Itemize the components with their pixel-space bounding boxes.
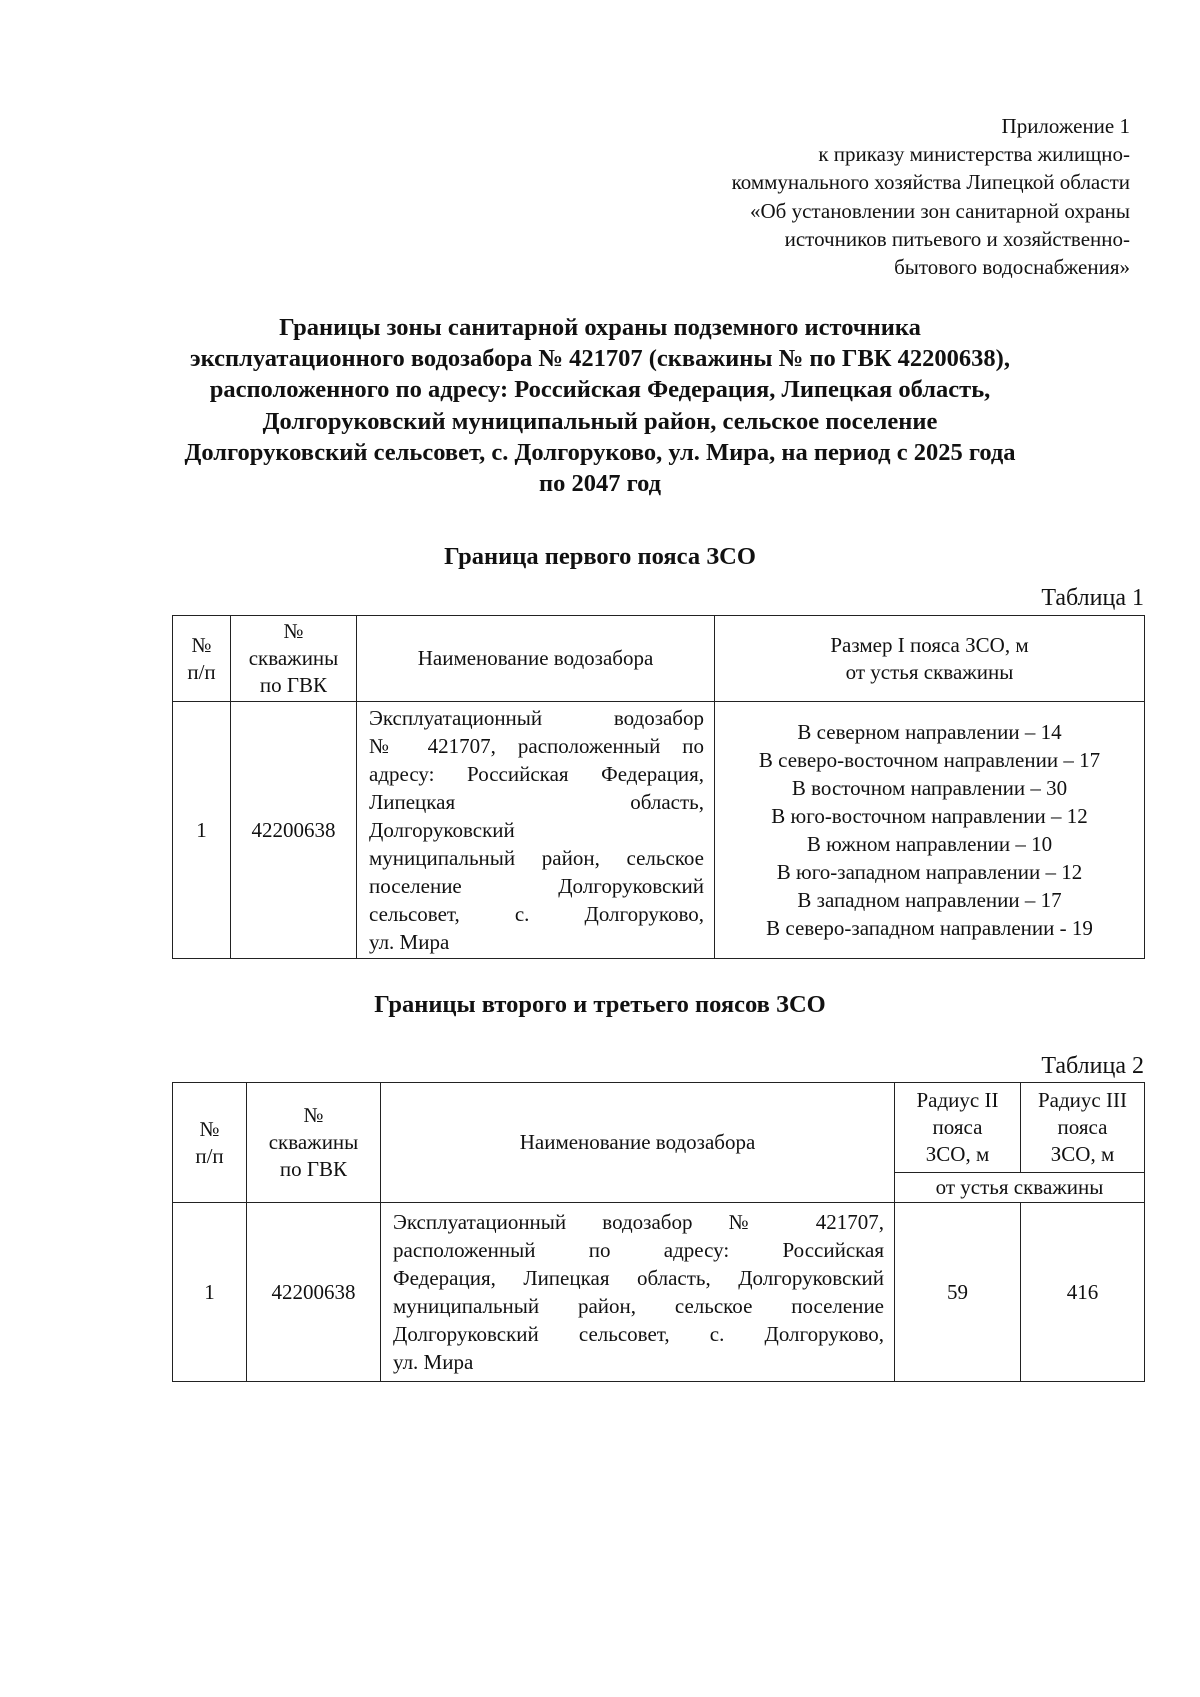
header-radius-2 [895, 1083, 1021, 1173]
header-r3-line: Радиус III [1038, 1088, 1127, 1112]
title-line: расположенного по адресу: Российская Федерация, Липецкая область, [209, 376, 991, 404]
appendix-line: бытового водоснабжения» [894, 255, 1130, 280]
header-well-line: скважины [268, 1130, 359, 1154]
header-num [173, 616, 231, 702]
name-line: Долгоруковский [369, 818, 515, 842]
appendix-note [530, 112, 1130, 281]
cell-radius-3: 416 [1021, 1203, 1145, 1382]
table-first-belt [172, 615, 1145, 959]
name-line: муниципальный район, сельское поселение [393, 1294, 884, 1318]
header-radius-3 [1021, 1083, 1145, 1173]
appendix-line: Приложение 1 [1001, 114, 1130, 138]
table2-caption: Таблица 2 [1041, 1053, 1144, 1079]
header-from-wellhead: от устья скважины [895, 1173, 1145, 1203]
header-well-line: № [303, 1103, 324, 1127]
direction-item: В южном направлении – 10 [806, 832, 1053, 856]
title-line: эксплуатационного водозабора № 421707 (скважины № по ГВК 42200638), [190, 345, 1010, 373]
name-line: Липецкая область, [369, 790, 704, 814]
table2-header-row [173, 1083, 1145, 1173]
cell-num: 1 [173, 1203, 247, 1382]
header-name: Наименование водозабора [381, 1083, 895, 1203]
header-num-line: № [191, 632, 212, 657]
appendix-line: «Об установлении зон санитарной охраны [750, 198, 1130, 223]
cell-well: 42200638 [247, 1203, 381, 1382]
name-line: ул. Мира [369, 930, 450, 954]
header-r2-line: Радиус II [916, 1088, 999, 1112]
header-well-line: № [283, 619, 304, 643]
title-line: Долгоруковский муниципальный район, сельское поселение [262, 407, 938, 435]
table1-caption: Таблица 1 [1041, 585, 1144, 611]
header-size [715, 616, 1145, 702]
cell-name [357, 702, 715, 959]
header-r2-line: пояса [932, 1115, 983, 1139]
cell-well: 42200638 [231, 702, 357, 959]
appendix-line: коммунального хозяйства Липецкой области [731, 170, 1130, 195]
table-second-third-belts [172, 1082, 1145, 1382]
header-num-line: № [199, 1116, 220, 1141]
header-well-line: скважины [248, 646, 339, 670]
table-row [173, 702, 1145, 959]
title-line: Долгоруковский сельсовет, с. Долгоруково, ул. Мира, на период с 2025 года [184, 438, 1016, 466]
direction-item: В западном направлении – 17 [797, 888, 1062, 912]
header-num-line: п/п [187, 659, 216, 684]
name-line: Эксплуатационный водозабор [369, 706, 704, 730]
direction-item: В восточном направлении – 30 [791, 776, 1068, 800]
header-r3-line: пояса [1057, 1115, 1108, 1139]
table-row [173, 1203, 1145, 1382]
header-num-line: п/п [195, 1143, 224, 1168]
header-r3-line: ЗСО, м [1050, 1142, 1115, 1166]
cell-num: 1 [173, 702, 231, 959]
header-name: Наименование водозабора [357, 616, 715, 702]
name-line: поселение Долгоруковский [369, 874, 704, 898]
cell-radius-2: 59 [895, 1203, 1021, 1382]
direction-item: В северо-западном направлении - 19 [766, 916, 1093, 940]
header-well-line: по ГВК [279, 1157, 348, 1181]
section2-title: Границы второго и третьего поясов ЗСО [374, 991, 826, 1018]
name-line: Эксплуатационный водозабор № 421707, [393, 1210, 884, 1234]
header-well [247, 1083, 381, 1203]
title-line: по 2047 год [538, 470, 662, 498]
table1-header-row [173, 616, 1145, 702]
direction-item: В юго-западном направлении – 12 [776, 860, 1083, 884]
direction-item: В юго-восточном направлении – 12 [771, 804, 1088, 828]
appendix-line: к приказу министерства жилищно- [818, 142, 1130, 167]
header-r2-line: ЗСО, м [925, 1142, 990, 1166]
title-line: Границы зоны санитарной охраны подземного источника [279, 314, 921, 341]
appendix-line: источников питьевого и хозяйственно- [784, 226, 1130, 251]
cell-name [381, 1203, 895, 1382]
name-line: ул. Мира [393, 1350, 474, 1374]
name-line: адресу: Российская Федерация, [369, 762, 704, 786]
header-num [173, 1083, 247, 1203]
direction-item: В северо-восточном направлении – 17 [758, 748, 1101, 772]
header-well-line: по ГВК [259, 673, 328, 697]
header-well [231, 616, 357, 702]
name-line: расположенный по адресу: Российская [393, 1238, 884, 1262]
section1-title: Граница первого пояса ЗСО [444, 543, 756, 570]
cell-directions [715, 702, 1145, 959]
name-line: сельсовет, с. Долгоруково, [369, 902, 704, 926]
name-line: муниципальный район, сельское [369, 846, 704, 870]
name-line: № 421707, расположенный по [369, 734, 704, 758]
direction-item: В северном направлении – 14 [797, 720, 1062, 744]
name-line: Долгоруковский сельсовет, с. Долгоруково, [393, 1322, 884, 1346]
header-size-line: Размер I пояса ЗСО, м [830, 632, 1029, 657]
name-line: Федерация, Липецкая область, Долгоруковский [393, 1266, 884, 1290]
document-title [150, 312, 1050, 499]
header-size-line: от устья скважины [845, 659, 1014, 684]
